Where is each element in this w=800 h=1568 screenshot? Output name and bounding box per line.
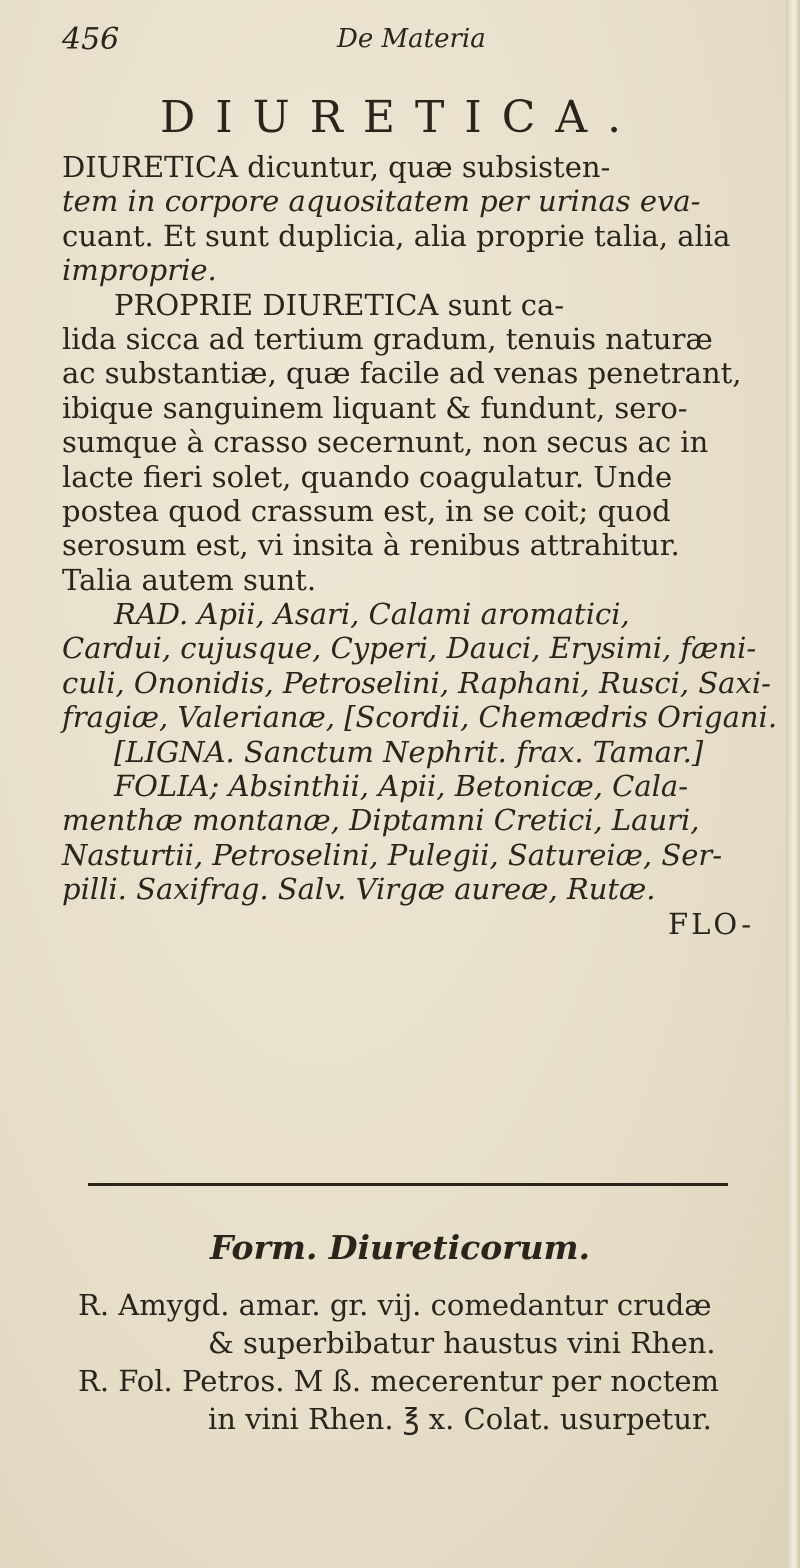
text-line: FOLIA; Absinthii, Apii, Betonicæ, Cala-	[114, 769, 689, 804]
body-text	[62, 150, 778, 941]
page-edge	[786, 0, 800, 1568]
recipe-line: & superbibatur haustus vini Rhen.	[208, 1326, 716, 1360]
text-line: tem in corpore aquositatem per urinas eva-	[62, 184, 701, 219]
section-rule	[88, 1183, 728, 1186]
text-line: fragiæ, Valerianæ, [Scordii, Chemædris Origani.	[62, 700, 778, 735]
text-line: improprie.	[62, 253, 217, 288]
text-line: Cardui, cujusque, Cyperi, Dauci, Erysimi, fæni-	[62, 631, 757, 666]
recipe-line: R. Fol. Petros. M ß. mecerentur per noctem	[78, 1364, 720, 1398]
recipes	[78, 1286, 788, 1438]
recipe-line: in vini Rhen. ℥ x. Colat. usurpetur.	[208, 1402, 712, 1436]
text-line: menthæ montanæ, Diptamni Cretici, Lauri,	[62, 803, 700, 838]
text-line: postea quod crassum est, in se coit; quod	[62, 493, 671, 528]
recipe-line: R. Amygd. amar. gr. vij. comedantur crudæ	[78, 1288, 712, 1322]
text-line: Nasturtii, Petroselini, Pulegii, Satureiæ, Ser-	[62, 837, 723, 872]
text-line: culi, Ononidis, Petroselini, Raphani, Rusci, Saxi-	[62, 665, 771, 700]
form-title: Form. Diureticorum.	[209, 1228, 591, 1267]
page-number: 456	[62, 22, 120, 57]
catchword: FLO-	[667, 906, 754, 941]
running-title: De Materia	[337, 24, 486, 54]
text-line: [LIGNA. Sanctum Nephrit. frax. Tamar.]	[114, 734, 704, 769]
section-title: DIURETICA.	[160, 92, 642, 143]
text-line: pilli. Saxifrag. Salv. Virgæ aureæ, Rutæ.	[62, 872, 656, 907]
text-line: ac substantiæ, quæ facile ad venas penetrant,	[62, 356, 742, 391]
text-line: lacte fieri solet, quando coagulatur. Unde	[62, 459, 673, 494]
running-head	[62, 22, 762, 62]
text-line: Talia autem sunt.	[62, 562, 317, 597]
text-line: ibique sanguinem liquant & fundunt, sero-	[62, 390, 688, 425]
text-line: RAD. Apii, Asari, Calami aromatici,	[114, 597, 630, 632]
text-line: sumque à crasso secernunt, non secus ac in	[62, 425, 709, 460]
text-line: serosum est, vi insita à renibus attrahitur.	[62, 528, 680, 563]
text-line: lida sicca ad tertium gradum, tenuis naturæ	[62, 321, 713, 356]
text-line: DIURETICA dicuntur, quæ subsisten-	[62, 150, 611, 184]
text-line: PROPRIE DIURETICA sunt ca-	[114, 287, 565, 322]
text-line: cuant. Et sunt duplicia, alia proprie talia, alia	[62, 218, 731, 253]
